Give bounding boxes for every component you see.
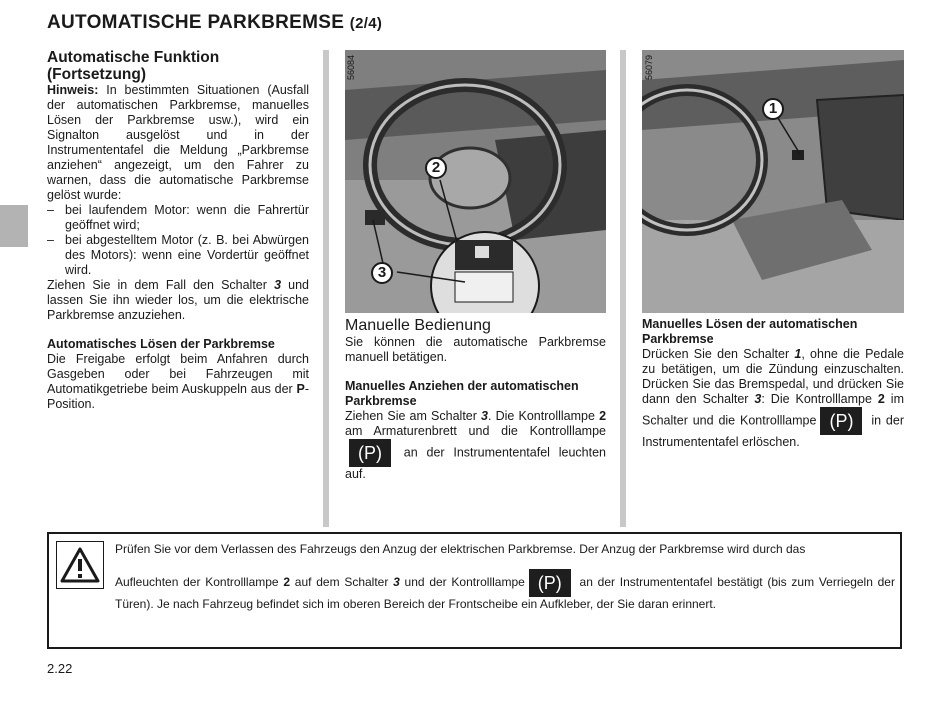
- manual-release-heading: Manuelles Lösen der automatischen Parkbremse: [642, 317, 858, 346]
- manual-release-paragraph: [642, 347, 904, 450]
- figure-code: 56079: [644, 55, 654, 81]
- release-paragraph: [47, 352, 309, 412]
- callout-3: 3: [371, 262, 393, 284]
- title-text: AUTOMATISCHE PARKBREMSE: [47, 12, 345, 33]
- text-run: . Die Kontrolllampe: [488, 409, 600, 423]
- right-column: [642, 317, 904, 450]
- title-page-of: (2/4): [349, 15, 383, 32]
- warning-line1: Prüfen Sie vor dem Verlassen des Fahrzeugs den Anzug der elektrischen Parkbremse. Der Anzug der Parkbremse wird durch das: [115, 542, 806, 556]
- callout-1: 1: [762, 98, 784, 120]
- parking-lamp-icon: (P): [349, 439, 391, 467]
- text-run: und lassen Sie ihn wieder los, um die elektrische Parkbremse anzuziehen.: [47, 278, 309, 322]
- warning-icon-frame: [56, 541, 104, 589]
- center-console-illustration: [642, 50, 904, 313]
- ref-number: 3: [754, 392, 762, 406]
- list-item: – bei abgestelltem Motor (z. B. bei Abwürgen des Motors): wenn eine Vordertür geöffnet wird.: [47, 233, 309, 277]
- column-divider: [620, 50, 626, 527]
- ref-number: 2: [283, 575, 291, 590]
- manual-apply-paragraph: [345, 409, 606, 482]
- ref-number: 3: [274, 278, 282, 292]
- column-divider: [323, 50, 329, 527]
- text-run: , ohne die Pedale zu betätigen, um die Zündung einzuschalten. Drücken Sie das Bremspedal, und drücken Sie dann den Schalter: [642, 347, 904, 406]
- text-run: und der Kontrolllampe: [399, 575, 525, 590]
- text-run: im Schalter und die Kontrolllampe: [642, 392, 904, 428]
- text-run: Die Freigabe erfolgt beim Anfahren durch Gasgeben oder bei Fahrzeugen mit Automatikgetriebe beim Auskuppeln aus der: [47, 352, 309, 396]
- warning-box: [47, 532, 902, 649]
- note-label: Hinweis:: [47, 83, 99, 97]
- manual-operation-heading: Manuelle Bedienung: [345, 317, 491, 334]
- text-run: auf dem Schalter: [290, 575, 394, 590]
- note-text: In bestimmten Situationen (Ausfall der automatischen Parkbremse, manuelles Lösen der Parkbremse usw.), wird ein Signalton ausgelöst und in der Instrumententafel die Meldung „Parkbremse anziehen“ angezeigt, um den Fahrer zu warnen, dass die automatische Parkbremse gelöst wurde:: [47, 83, 309, 202]
- text-run: in der Instrumententafel erlöschen.: [642, 413, 904, 449]
- text-run: -Position.: [47, 382, 309, 411]
- parking-lamp-icon: (P): [820, 407, 862, 435]
- text-run: : Die Kontrolllampe: [761, 392, 878, 406]
- list-item: – bei laufendem Motor: wenn die Fahrertür geöffnet wird;: [47, 203, 309, 232]
- manual-apply-heading: Manuelles Anziehen der automatischen Parkbremse: [345, 379, 579, 408]
- page-title: [47, 12, 382, 34]
- switch-paragraph: [47, 278, 309, 323]
- list-item-text: bei abgestelltem Motor (z. B. bei Abwürgen des Motors): wenn eine Vordertür geöffnet wird.: [65, 233, 309, 277]
- list-item-text: bei laufendem Motor: wenn die Fahrertür geöffnet wird;: [65, 203, 309, 232]
- ref-number: 2: [599, 409, 607, 423]
- ref-number: 3: [393, 575, 400, 590]
- warning-text: [115, 542, 895, 612]
- heading-line1: Automatische Funktion: [47, 49, 220, 66]
- release-heading: Automatisches Lösen der Parkbremse: [47, 337, 275, 351]
- page-number: 2.22: [47, 661, 73, 676]
- ref-number: 2: [877, 392, 885, 406]
- note-paragraph: [47, 83, 309, 203]
- section-side-tab: [0, 205, 28, 247]
- text-run: Ziehen Sie am Schalter: [345, 409, 482, 423]
- warning-line2: [115, 569, 895, 612]
- figure-code: 56084: [346, 55, 356, 81]
- text-run: an der Instrumententafel bestätigt (bis zum Verriegeln der Türen). Je nach Fahrzeug befindet sich im oberen Bereich der Frontscheibe ein Aufkleber, der Sie daran erinnert.: [115, 575, 895, 611]
- condition-list: [47, 203, 309, 278]
- text-run: Drücken Sie den Schalter: [642, 347, 795, 361]
- figure-steering-wheel: [345, 50, 606, 313]
- parking-lamp-icon: (P): [529, 569, 571, 597]
- figure-center-console: [642, 50, 904, 313]
- warning-triangle-icon: [60, 547, 100, 583]
- middle-column: [345, 317, 606, 482]
- text-run: Ziehen Sie in dem Fall den Schalter: [47, 278, 275, 292]
- heading-line2: (Fortsetzung): [47, 66, 147, 83]
- gear-p-label: P: [296, 382, 305, 396]
- ref-number: 3: [481, 409, 488, 423]
- ref-number: 1: [794, 347, 802, 361]
- section-heading: [47, 49, 309, 83]
- left-column: [47, 49, 309, 412]
- manual-intro: Sie können die automatische Parkbremse manuell betätigen.: [345, 335, 606, 364]
- callout-2: 2: [425, 157, 447, 179]
- text-run: am Armaturenbrett und die Kontrolllampe: [345, 424, 606, 438]
- text-run: Aufleuchten der Kontrolllampe: [115, 575, 284, 590]
- text-run: an der Instrumententafel leuchten auf.: [345, 445, 606, 481]
